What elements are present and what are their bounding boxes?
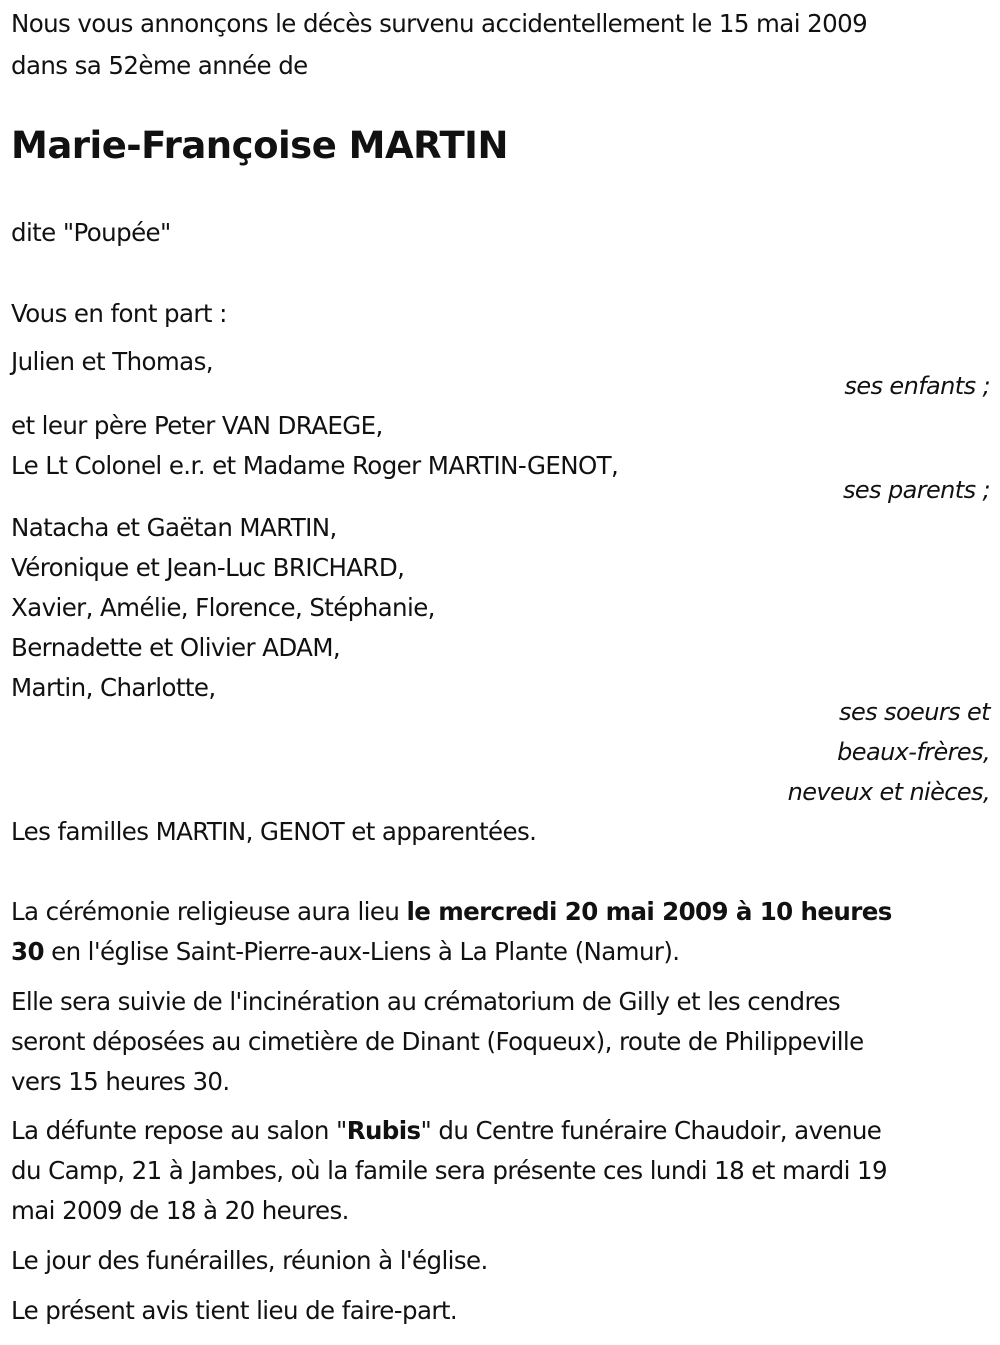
children-role: ses enfants ; [844, 372, 990, 400]
deceased-nickname: dite "Poupée" [11, 218, 171, 247]
intro-line-2: dans sa 52ème année de [11, 51, 308, 80]
siblings-role-3: neveux et nièces, [787, 778, 990, 806]
siblings-name-3: Xavier, Amélie, Florence, Stéphanie, [11, 593, 435, 622]
visitation-text: La défunte repose au salon " [11, 1116, 347, 1145]
cremation-line-3: vers 15 heures 30. [11, 1067, 230, 1096]
visitation-line-3: mai 2009 de 18 à 20 heures. [11, 1196, 349, 1225]
cremation-line-1: Elle sera suivie de l'incinération au crématorium de Gilly et les cendres [11, 987, 841, 1016]
ceremony-date-bold: le mercredi 20 mai 2009 à 10 heures [406, 897, 892, 926]
siblings-name-1: Natacha et Gaëtan MARTIN, [11, 513, 337, 542]
siblings-name-5: Martin, Charlotte, [11, 673, 216, 702]
ceremony-line-1 [11, 892, 892, 932]
families-line: Les familles MARTIN, GENOT et apparentées. [11, 817, 537, 846]
parents-name-2: Le Lt Colonel e.r. et Madame Roger MARTIN-GENOT, [11, 451, 619, 480]
visitation-line-1 [11, 1111, 881, 1151]
ceremony-line-2 [11, 932, 680, 972]
parents-role: ses parents ; [842, 476, 990, 504]
salon-name-bold: Rubis [346, 1116, 421, 1145]
funeral-day-line: Le jour des funérailles, réunion à l'église. [11, 1246, 488, 1275]
cremation-line-2: seront déposées au cimetière de Dinant (Foqueux), route de Philippeville [11, 1027, 864, 1056]
intro-line-1: Nous vous annonçons le décès survenu accidentellement le 15 mai 2009 [11, 9, 868, 38]
visitation-line-2: du Camp, 21 à Jambes, où la famile sera présente ces lundi 18 et mardi 19 [11, 1156, 887, 1185]
visitation-text-cont: " du Centre funéraire Chaudoir, avenue [420, 1116, 882, 1145]
siblings-role-1: ses soeurs et [839, 698, 990, 726]
ceremony-location: en l'église Saint-Pierre-aux-Liens à La Plante (Namur). [43, 937, 680, 966]
ceremony-text: La cérémonie religieuse aura lieu [11, 897, 407, 926]
siblings-name-4: Bernadette et Olivier ADAM, [11, 633, 341, 662]
deceased-name: Marie-Françoise MARTIN [11, 124, 508, 167]
siblings-name-2: Véronique et Jean-Luc BRICHARD, [11, 553, 405, 582]
siblings-role-2: beaux-frères, [837, 738, 990, 766]
children-names: Julien et Thomas, [11, 347, 213, 376]
announcers-heading: Vous en font part : [11, 299, 227, 328]
closing-line: Le présent avis tient lieu de faire-part. [11, 1296, 458, 1325]
ceremony-time-bold: 30 [11, 937, 44, 966]
parents-name-1: et leur père Peter VAN DRAEGE, [11, 411, 383, 440]
